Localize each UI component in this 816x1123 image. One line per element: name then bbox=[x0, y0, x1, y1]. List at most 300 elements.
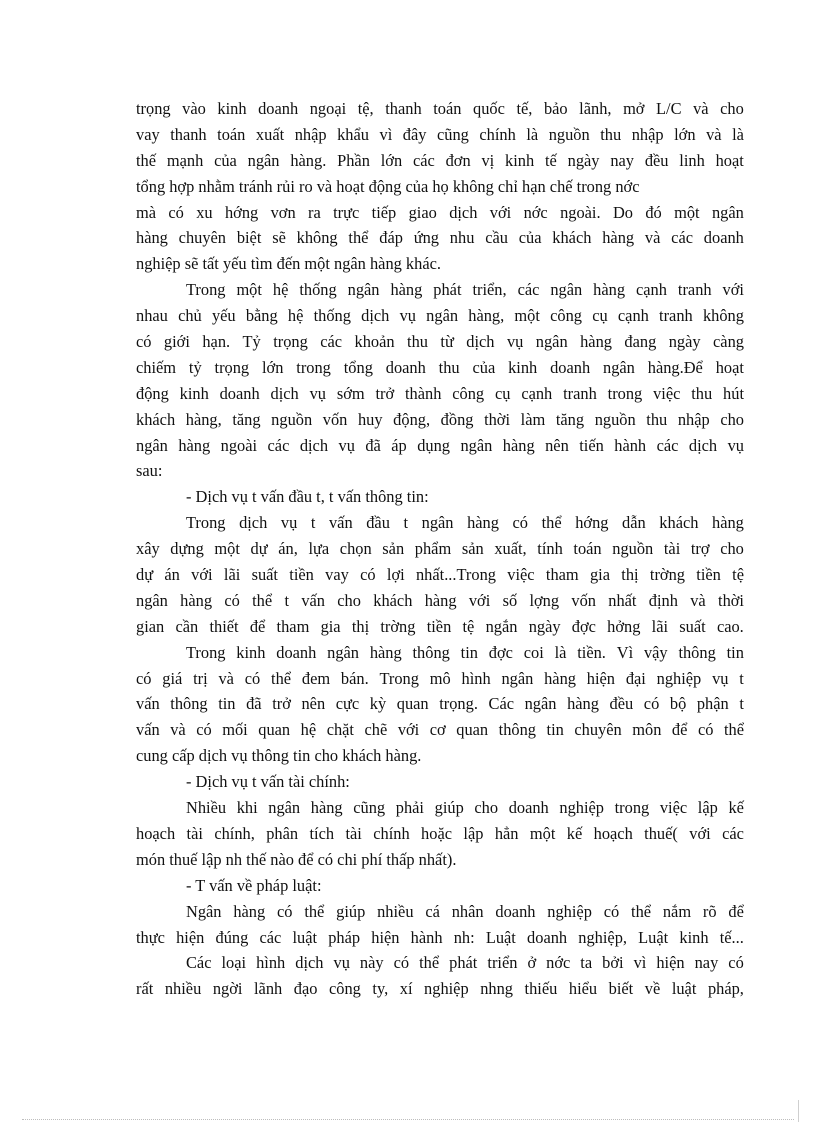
text-line bbox=[136, 976, 744, 1002]
text-word: hàng bbox=[712, 513, 744, 533]
text-word: trở bbox=[375, 383, 395, 403]
text-word: nguồn bbox=[271, 409, 313, 429]
text-word: mở bbox=[623, 99, 645, 118]
text-word: xu bbox=[196, 202, 213, 222]
text-word: tính bbox=[537, 539, 563, 559]
text-word: tế... bbox=[719, 927, 744, 947]
text-word: ngân bbox=[460, 435, 493, 455]
text-word: gia bbox=[589, 565, 610, 585]
text-word: quan bbox=[396, 694, 429, 714]
text-word: đơn bbox=[445, 150, 471, 170]
text-word: có bbox=[643, 694, 660, 714]
text-word: nghiệp, bbox=[578, 927, 627, 947]
text-word: vay bbox=[136, 124, 160, 144]
text-word: ta bbox=[580, 953, 593, 973]
text-word: ngân bbox=[421, 513, 454, 533]
text-word: và bbox=[218, 668, 234, 688]
text-word: hoặc bbox=[421, 823, 452, 843]
text-line bbox=[136, 950, 744, 976]
text-word: nhập bbox=[294, 124, 327, 144]
text-word: là bbox=[526, 124, 539, 144]
text-word: vốn bbox=[571, 590, 596, 610]
text-word: có bbox=[697, 720, 714, 740]
text-word: số bbox=[502, 590, 518, 610]
text-word: Tỷ bbox=[242, 332, 261, 352]
text-word: nhau bbox=[136, 306, 168, 326]
text-word: doanh bbox=[385, 357, 426, 377]
text-word: một bbox=[214, 539, 240, 559]
text-line bbox=[136, 329, 744, 355]
text-line: - T vấn về pháp luật: bbox=[186, 875, 322, 895]
text-word: có bbox=[168, 202, 184, 222]
text-word: một bbox=[514, 306, 540, 326]
text-word: khách bbox=[373, 590, 413, 610]
text-word: trong bbox=[296, 357, 331, 377]
text-word: kế bbox=[566, 823, 583, 843]
text-word: trờng bbox=[649, 565, 685, 585]
text-word: công bbox=[328, 979, 361, 999]
text-word: trợ bbox=[690, 539, 710, 559]
text-word: vụ bbox=[338, 435, 355, 455]
text-word: ngân bbox=[501, 668, 534, 688]
text-word: đáp bbox=[379, 228, 403, 248]
text-word: Nhiều bbox=[186, 798, 227, 818]
text-word: trọng. bbox=[439, 694, 478, 714]
text-word: thể bbox=[252, 590, 273, 610]
text-word: càng bbox=[713, 332, 744, 352]
text-word: thể bbox=[304, 901, 325, 921]
text-word: phát bbox=[433, 280, 462, 300]
text-word: trở bbox=[272, 694, 291, 714]
text-word: lớn bbox=[262, 357, 284, 377]
text-word: để bbox=[249, 616, 266, 636]
text-word: vấn bbox=[136, 720, 160, 740]
text-word: kinh bbox=[505, 150, 535, 170]
text-word: việc bbox=[659, 798, 688, 818]
text-word: lớn bbox=[380, 150, 403, 170]
text-word: cho bbox=[720, 539, 744, 559]
text-word: hệ bbox=[272, 280, 289, 300]
text-word: của bbox=[518, 228, 542, 248]
text-word: thể bbox=[723, 720, 744, 740]
text-word: ngời bbox=[212, 979, 243, 999]
text-word: dịch bbox=[239, 513, 268, 533]
text-word: phận bbox=[696, 694, 729, 714]
text-word: ngày bbox=[567, 150, 600, 170]
text-word: án, bbox=[278, 539, 298, 559]
text-word: đây bbox=[402, 124, 427, 144]
text-word: gian bbox=[136, 616, 165, 636]
text-word: để bbox=[671, 720, 688, 740]
text-word: thông bbox=[498, 720, 536, 740]
text-word: đã bbox=[365, 435, 381, 455]
text-word: thống bbox=[299, 280, 337, 300]
text-word: ngân bbox=[327, 642, 359, 662]
text-word: các bbox=[722, 823, 744, 843]
text-word: có bbox=[136, 332, 152, 352]
text-word: trong bbox=[614, 798, 650, 818]
text-line: tổng hợp nhằm tránh rủi ro và hoạt động của họ không chỉ hạn chế trong nớc bbox=[136, 176, 640, 196]
text-word: chọn bbox=[339, 539, 372, 559]
text-word: thực bbox=[136, 927, 165, 947]
text-line: nghiệp sẽ tất yếu tìm đến một ngân hàng khác. bbox=[136, 254, 441, 274]
text-word: hàng bbox=[467, 513, 499, 533]
text-word: chính bbox=[479, 124, 516, 144]
text-word: Trong bbox=[186, 642, 226, 662]
text-word: chặt bbox=[326, 720, 354, 740]
text-word: nhất bbox=[608, 590, 637, 610]
text-word: nghiệp bbox=[559, 798, 604, 818]
text-word: nguồn bbox=[612, 539, 654, 559]
text-word: giao bbox=[408, 202, 437, 222]
text-word: tài bbox=[663, 539, 681, 559]
text-word: phân bbox=[266, 823, 299, 843]
text-word: Luật bbox=[638, 927, 669, 947]
text-word: thời bbox=[484, 409, 511, 429]
text-word: hoạt bbox=[715, 357, 744, 377]
text-word: kế bbox=[728, 798, 744, 818]
text-line bbox=[136, 717, 744, 743]
text-word: từ bbox=[440, 332, 454, 352]
text-word: không bbox=[702, 306, 744, 326]
text-line bbox=[136, 691, 744, 717]
text-word: thông bbox=[412, 642, 450, 662]
text-word: tiền bbox=[289, 565, 314, 585]
text-word: sản bbox=[461, 539, 484, 559]
text-word: chiếm bbox=[136, 357, 177, 377]
text-word: ngắn bbox=[485, 616, 518, 636]
text-word: toán bbox=[433, 99, 462, 118]
text-word: có bbox=[277, 901, 293, 921]
text-word: t bbox=[284, 590, 290, 610]
text-line: sau: bbox=[136, 461, 163, 481]
text-word: kinh bbox=[508, 357, 538, 377]
text-word: một bbox=[529, 823, 556, 843]
text-word: coi bbox=[523, 642, 544, 662]
text-word: một bbox=[674, 202, 700, 222]
text-word: ngân bbox=[136, 435, 168, 455]
text-word: định bbox=[648, 590, 678, 610]
text-word: tăng bbox=[232, 409, 261, 429]
text-word: thu bbox=[438, 357, 460, 377]
text-line bbox=[136, 433, 744, 459]
text-word: doanh bbox=[550, 357, 591, 377]
text-word: dịch bbox=[299, 435, 329, 455]
text-word: Các bbox=[488, 694, 514, 714]
text-line bbox=[136, 899, 744, 925]
text-word: với bbox=[397, 720, 420, 740]
text-word: mạnh bbox=[166, 150, 204, 170]
text-word: doanh bbox=[258, 99, 299, 118]
text-word: đợc bbox=[571, 616, 596, 636]
text-word: tiền bbox=[426, 616, 452, 636]
text-word: hàng bbox=[580, 332, 612, 352]
text-word: bộ bbox=[669, 694, 687, 714]
text-word: và bbox=[170, 720, 186, 740]
text-word: động, bbox=[393, 409, 431, 429]
text-word: Các bbox=[186, 953, 212, 973]
text-word: hoạch bbox=[593, 823, 633, 843]
text-word: dịch bbox=[295, 953, 324, 973]
text-word: hàng bbox=[567, 694, 599, 714]
text-word: chính bbox=[373, 823, 410, 843]
text-word: nghiệp bbox=[656, 668, 702, 688]
text-line bbox=[136, 821, 744, 847]
text-word: kinh bbox=[179, 383, 209, 403]
text-word: áp bbox=[391, 435, 407, 455]
text-word: các bbox=[412, 150, 435, 170]
text-word: khách bbox=[552, 228, 592, 248]
text-word: với bbox=[191, 565, 213, 585]
text-word: các bbox=[656, 435, 679, 455]
text-word: tổng bbox=[343, 357, 373, 377]
text-word: ngân bbox=[603, 357, 635, 377]
text-word: suất bbox=[679, 616, 706, 636]
text-word: cầu bbox=[485, 228, 508, 248]
text-word: bán. bbox=[340, 668, 369, 688]
text-word: và bbox=[690, 590, 706, 610]
text-word: ngày bbox=[528, 616, 561, 636]
text-word: nên bbox=[301, 694, 326, 714]
text-word: đạo bbox=[293, 979, 318, 999]
text-word: thu bbox=[646, 409, 668, 429]
text-word: của bbox=[472, 357, 496, 377]
text-word: vụ bbox=[309, 383, 326, 403]
text-word: ngân bbox=[347, 280, 380, 300]
text-word: với bbox=[489, 202, 512, 222]
text-word: vụ bbox=[506, 332, 524, 352]
text-word: Phần bbox=[337, 150, 370, 170]
text-word: toán bbox=[217, 124, 246, 144]
text-word: doanh bbox=[219, 383, 260, 403]
text-word: suất bbox=[251, 565, 278, 585]
text-word: L/C bbox=[656, 99, 682, 118]
text-word: lãi bbox=[223, 565, 241, 585]
text-word: ra bbox=[308, 202, 321, 222]
text-word: trực bbox=[333, 202, 360, 222]
page-bottom-rule bbox=[22, 1119, 794, 1120]
text-word: khoản bbox=[354, 332, 395, 352]
text-word: nhân bbox=[451, 901, 484, 921]
text-word: tăng bbox=[555, 409, 585, 429]
text-word: với bbox=[722, 280, 744, 300]
text-word: sẽ bbox=[272, 228, 286, 248]
text-word: cho bbox=[337, 590, 361, 610]
text-word: vay bbox=[325, 565, 349, 585]
text-word: nhất...Trong bbox=[415, 565, 496, 585]
text-word: phải bbox=[395, 798, 424, 818]
text-word: có bbox=[512, 513, 529, 533]
text-word: thuế( bbox=[644, 823, 678, 843]
text-word: doanh bbox=[527, 927, 568, 947]
text-word: ngân bbox=[711, 202, 744, 222]
text-word: hình bbox=[256, 953, 286, 973]
text-word: có bbox=[244, 668, 261, 688]
text-word: loại bbox=[221, 953, 247, 973]
text-word: dựng bbox=[170, 539, 204, 559]
text-word: chuyên bbox=[178, 228, 227, 248]
text-word: hàng bbox=[424, 590, 457, 610]
text-word: một bbox=[236, 280, 262, 300]
text-word: doanh bbox=[703, 228, 744, 248]
text-word: hiện bbox=[656, 953, 685, 973]
text-word: hành bbox=[410, 927, 443, 947]
text-word: rất bbox=[136, 979, 154, 999]
text-word: nhiều bbox=[164, 979, 202, 999]
text-word: đại bbox=[625, 668, 646, 688]
text-word: khi bbox=[236, 798, 258, 818]
text-word: thể bbox=[541, 513, 562, 533]
text-word: tin bbox=[546, 720, 564, 740]
text-word: ngày bbox=[668, 332, 701, 352]
text-word: ty, bbox=[372, 979, 389, 999]
text-word: dịch bbox=[270, 383, 299, 403]
text-word: Vì bbox=[616, 642, 634, 662]
text-word: tin bbox=[726, 642, 744, 662]
text-word: kỳ bbox=[369, 694, 387, 714]
text-word: cho bbox=[720, 409, 744, 429]
text-word: không bbox=[296, 228, 338, 248]
text-word: và bbox=[706, 124, 722, 144]
text-word: quan bbox=[258, 720, 291, 740]
text-line bbox=[136, 925, 744, 951]
text-line: món thuế lập nh thế nào để có chi phí thấp nhất). bbox=[136, 849, 457, 869]
text-word: t bbox=[403, 513, 409, 533]
text-word: hình bbox=[461, 668, 491, 688]
text-word: các bbox=[259, 927, 282, 947]
text-word: là bbox=[554, 642, 567, 662]
text-word: đợc bbox=[488, 642, 513, 662]
text-word: huy bbox=[357, 409, 383, 429]
text-word: hàng bbox=[502, 435, 535, 455]
text-line bbox=[136, 614, 744, 640]
text-word: hiện bbox=[371, 927, 400, 947]
text-word: nh: bbox=[453, 927, 475, 947]
text-word: tin bbox=[218, 694, 236, 714]
text-word: làm bbox=[520, 409, 546, 429]
text-word: các bbox=[267, 435, 290, 455]
text-word: thu bbox=[691, 383, 713, 403]
text-word: vụ bbox=[280, 513, 298, 533]
text-word: bằng bbox=[245, 306, 278, 326]
text-word: nguồn bbox=[548, 124, 590, 144]
text-word: dự bbox=[250, 539, 268, 559]
text-word: ngoài. bbox=[560, 202, 601, 222]
text-word: tin bbox=[460, 642, 478, 662]
text-word: hàng bbox=[390, 280, 423, 300]
text-word: nay bbox=[694, 953, 719, 973]
text-word: luật bbox=[292, 927, 318, 947]
text-word: đều bbox=[609, 694, 634, 714]
text-word: thu bbox=[407, 332, 428, 352]
text-word: pháp, bbox=[707, 979, 744, 999]
text-line bbox=[136, 303, 744, 329]
text-word: vấn bbox=[136, 694, 160, 714]
text-word: môn bbox=[632, 720, 662, 740]
text-word: dẫn bbox=[622, 513, 646, 533]
text-word: cơ bbox=[429, 720, 446, 740]
text-word: công bbox=[550, 306, 582, 326]
text-word: hàng, bbox=[468, 306, 505, 326]
text-word: chuyên bbox=[574, 720, 622, 740]
text-word: để bbox=[728, 901, 744, 921]
text-word: Trong bbox=[186, 513, 226, 533]
text-word: tranh bbox=[563, 383, 597, 403]
text-word: chẽ bbox=[364, 720, 388, 740]
text-word: cũng bbox=[436, 124, 469, 144]
text-word: vì bbox=[633, 953, 647, 973]
text-word: tệ, bbox=[357, 99, 374, 118]
text-word: Luật bbox=[485, 927, 516, 947]
text-word: xí bbox=[399, 979, 413, 999]
text-word: hớng bbox=[575, 513, 609, 533]
text-word: hành bbox=[614, 435, 647, 455]
text-word: hệ bbox=[300, 720, 317, 740]
text-word: của bbox=[214, 150, 237, 170]
text-word: khách bbox=[136, 409, 176, 429]
text-word: nhu bbox=[449, 228, 475, 248]
text-word: vơn bbox=[270, 202, 296, 222]
text-line bbox=[136, 355, 744, 381]
text-word: tiền. bbox=[577, 642, 606, 662]
text-word: trờng bbox=[380, 616, 416, 636]
text-word: ngân bbox=[426, 306, 459, 326]
text-word: có bbox=[196, 720, 212, 740]
text-word: ngân bbox=[247, 150, 280, 170]
page-corner-mark bbox=[798, 1100, 799, 1122]
text-word: động bbox=[136, 383, 169, 403]
text-line bbox=[136, 795, 744, 821]
text-word: xuất bbox=[255, 124, 285, 144]
text-line bbox=[136, 640, 744, 666]
text-word: hút bbox=[723, 383, 744, 403]
text-line bbox=[136, 148, 744, 174]
text-word: hàng bbox=[136, 228, 168, 248]
text-word: thông bbox=[678, 642, 716, 662]
text-word: khách bbox=[659, 513, 699, 533]
text-word: nớc bbox=[546, 953, 571, 973]
text-word: thời bbox=[718, 590, 744, 610]
text-word: nớc bbox=[523, 202, 548, 222]
text-word: tệ bbox=[462, 616, 475, 636]
text-word: rõ bbox=[702, 901, 717, 921]
text-word: dụng bbox=[417, 435, 450, 455]
text-word: cạnh bbox=[617, 306, 649, 326]
text-word: yếu bbox=[211, 306, 236, 326]
text-line bbox=[136, 200, 744, 226]
text-word: tranh bbox=[677, 280, 712, 300]
text-word: là bbox=[732, 124, 744, 144]
text-word: gia bbox=[320, 616, 341, 636]
text-word: vụ bbox=[727, 435, 744, 455]
text-word: lập bbox=[463, 823, 484, 843]
text-word: ngân bbox=[136, 590, 168, 610]
text-word: hoạt bbox=[715, 150, 744, 170]
text-word: ngoài bbox=[220, 435, 258, 455]
text-word: nắm bbox=[662, 901, 692, 921]
text-word: lựa bbox=[308, 539, 330, 559]
text-word: cho bbox=[474, 798, 499, 818]
text-word: dự bbox=[136, 565, 154, 585]
text-word: đều bbox=[644, 150, 669, 170]
text-word: phát bbox=[449, 953, 478, 973]
text-word: hàng, bbox=[185, 409, 222, 429]
text-word: hiện bbox=[586, 668, 616, 688]
text-word: mô bbox=[429, 668, 451, 688]
text-word: dịch bbox=[361, 306, 390, 326]
text-word: luật bbox=[671, 979, 697, 999]
text-word: t bbox=[739, 694, 744, 714]
